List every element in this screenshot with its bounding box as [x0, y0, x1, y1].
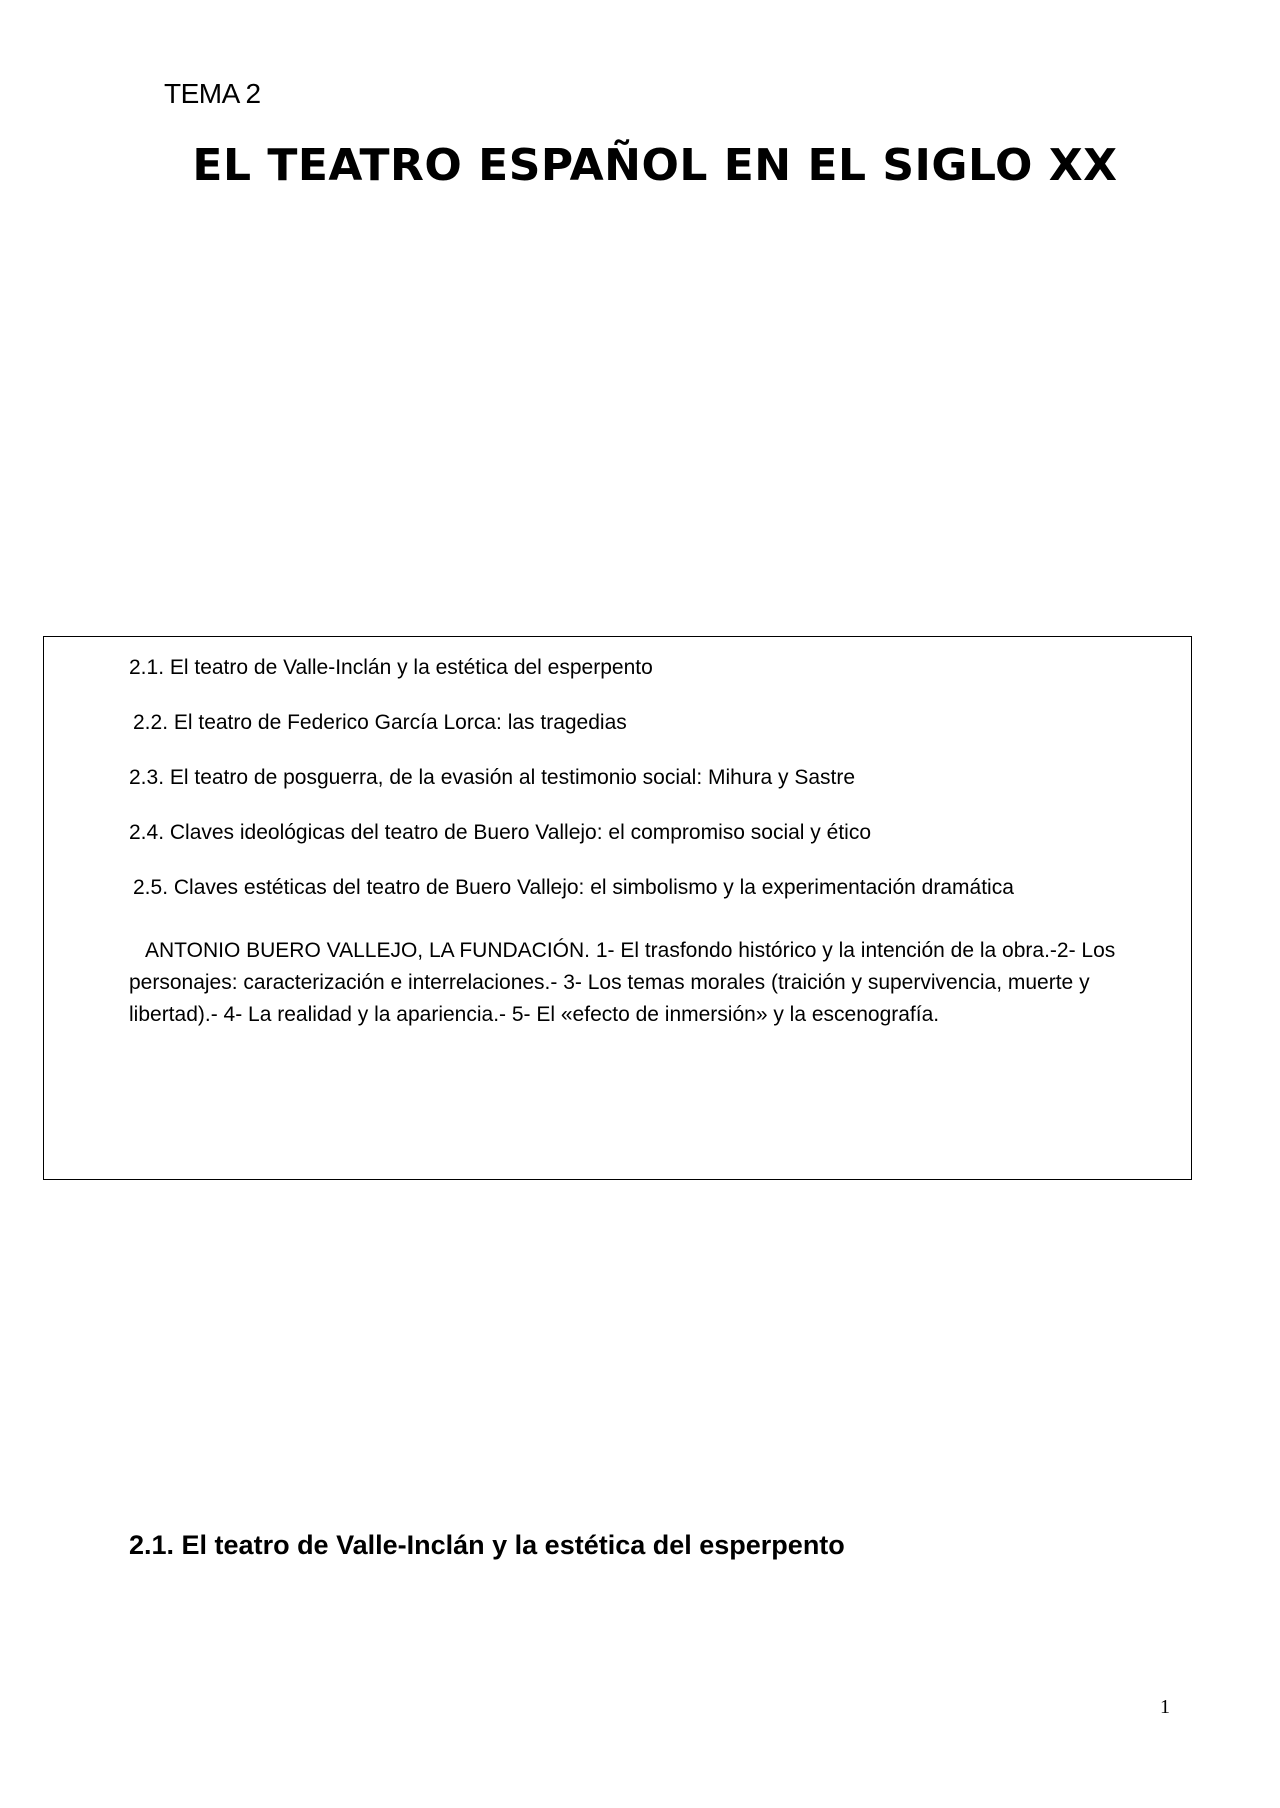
- toc-item-2-3: 2.3. El teatro de posguerra, de la evasión al testimonio social: Mihura y Sastre: [129, 766, 856, 789]
- tema-label: TEMA 2: [164, 78, 261, 109]
- page-title: EL TEATRO ESPAÑOL EN EL SIGLO XX: [192, 140, 1118, 191]
- section-heading: 2.1. El teatro de Valle-Inclán y la estética del esperpento: [129, 1530, 845, 1560]
- toc-item-2-2: 2.2. El teatro de Federico García Lorca: las tragedias: [133, 711, 627, 734]
- table-of-contents-box: [43, 636, 1192, 1180]
- page-number: 1: [1160, 1696, 1170, 1718]
- toc-item-2-5: 2.5. Claves estéticas del teatro de Buero Vallejo: el simbolismo y la experimentación dramática: [133, 876, 1014, 899]
- toc-item-2-4: 2.4. Claves ideológicas del teatro de Buero Vallejo: el compromiso social y ético: [129, 821, 871, 844]
- toc-item-2-1: 2.1. El teatro de Valle-Inclán y la estética del esperpento: [129, 656, 653, 679]
- toc-la-fundacion-paragraph: ANTONIO BUERO VALLEJO, LA FUNDACIÓN. 1- El trasfondo histórico y la intención de la obra.-2- Los personajes: caracterización e interrelaciones.- 3- Los temas morales (traición y supervivencia, muerte y libertad).- 4- La realidad y la apariencia.- 5- El «efecto de inmersión» y la escenografía.: [129, 939, 1116, 1026]
